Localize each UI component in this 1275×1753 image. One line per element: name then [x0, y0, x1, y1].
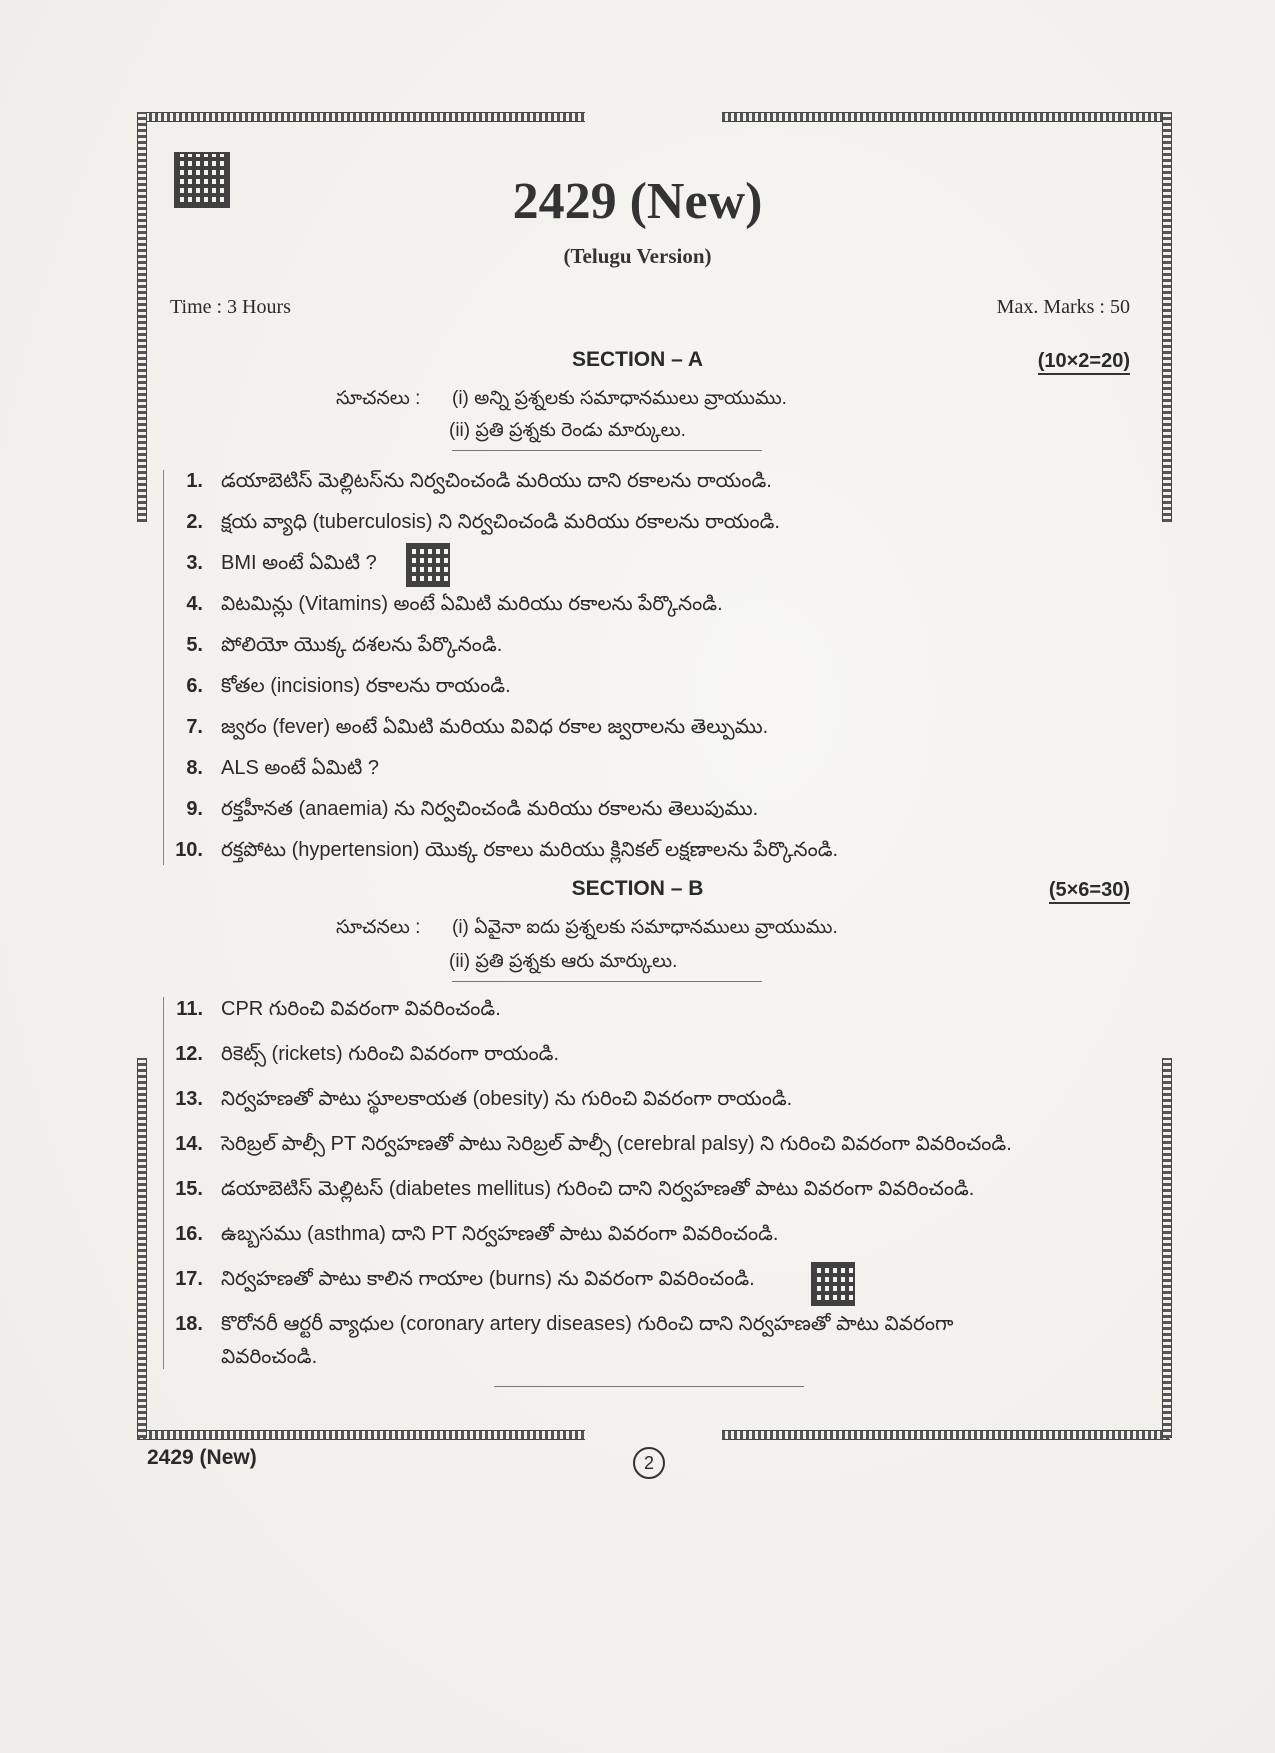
question-number: 4.	[186, 593, 203, 615]
qr-code-q17	[811, 1262, 855, 1306]
section-a-title: SECTION – A	[571, 348, 704, 371]
question-14	[165, 1133, 1012, 1160]
question-number: 15.	[175, 1178, 203, 1200]
question-text-continued: వివరించండి.	[221, 1346, 318, 1368]
question-11	[165, 998, 501, 1025]
section-b-instr-2: (ii) ప్రతి ప్రశ్నకు ఆరు మార్కులు.	[449, 951, 678, 972]
section-a-instr-label: సూచనలు :	[336, 388, 421, 409]
question-15	[165, 1178, 974, 1205]
question-text: డయాబెటిస్ మెల్లిటస్ (diabetes mellitus) గురించి దాని నిర్వహణతో పాటు వివరంగా వివరించండి.	[221, 1178, 975, 1200]
bottom-border-right	[722, 1430, 1170, 1440]
question-16	[165, 1223, 778, 1250]
question-18-continued	[165, 1346, 317, 1373]
max-marks-label: Max. Marks : 50	[996, 296, 1130, 318]
question-text: విటమిన్లు (Vitamins) అంటే ఏమిటి మరియు రకాలను పేర్కొనండి.	[221, 593, 723, 615]
section-a-margin-line	[163, 470, 164, 865]
end-divider	[494, 1386, 804, 1387]
question-12	[165, 1043, 559, 1070]
question-number: 6.	[186, 675, 203, 697]
question-4	[165, 593, 723, 620]
question-number: 18.	[175, 1313, 203, 1335]
footer-paper-code: 2429 (New)	[147, 1446, 257, 1469]
question-text: క్షయ వ్యాధి (tuberculosis) ని నిర్వచించండి మరియు రకాలను రాయండి.	[221, 511, 780, 533]
time-label: Time : 3 Hours	[170, 296, 291, 318]
question-text: సెరిబ్రల్ పాల్సీ PT నిర్వహణతో పాటు సెరిబ్రల్ పాల్సీ (cerebral palsy) ని గురించి వివరంగా వివరించండి.	[221, 1133, 1012, 1155]
question-18	[165, 1313, 953, 1340]
top-border-right	[722, 112, 1170, 122]
question-number-spacer	[165, 1346, 203, 1373]
question-number: 12.	[175, 1043, 203, 1065]
question-number: 1.	[186, 470, 203, 492]
question-number: 8.	[186, 757, 203, 779]
question-text: కొరోనరీ ఆర్టరీ వ్యాధుల (coronary artery diseases) గురించి దాని నిర్వహణతో పాటు వివరంగా	[221, 1313, 954, 1335]
top-border-left	[137, 112, 585, 122]
question-text: రక్తపోటు (hypertension) యొక్క రకాలు మరియు క్లినికల్ లక్షణాలను పేర్కొనండి.	[221, 839, 839, 861]
section-b-instr-label: సూచనలు :	[336, 917, 421, 938]
section-b-divider	[452, 981, 762, 982]
question-number: 7.	[186, 716, 203, 738]
section-b-title: SECTION – B	[571, 877, 704, 900]
question-number: 5.	[186, 634, 203, 656]
question-10	[165, 839, 838, 866]
question-number: 14.	[175, 1133, 203, 1155]
question-number: 2.	[186, 511, 203, 533]
question-text: ఉబ్బసము (asthma) దాని PT నిర్వహణతో పాటు వివరంగా వివరించండి.	[221, 1223, 779, 1245]
question-text: రికెట్స్ (rickets) గురించి వివరంగా రాయండి.	[221, 1043, 560, 1065]
question-8	[165, 757, 379, 784]
question-17	[165, 1268, 755, 1295]
question-number: 10.	[175, 839, 203, 861]
question-text: BMI అంటే ఏమిటి ?	[221, 552, 377, 574]
qr-code-q3	[406, 543, 450, 587]
question-7	[165, 716, 768, 743]
question-text: రక్తహీనత (anaemia) ను నిర్వచించండి మరియు రకాలను తెలుపుము.	[221, 798, 759, 820]
question-text: CPR గురించి వివరంగా వివరించండి.	[221, 998, 501, 1020]
question-number: 9.	[186, 798, 203, 820]
question-number: 16.	[175, 1223, 203, 1245]
page-number: 2	[633, 1447, 665, 1479]
section-a-instr-1: (i) అన్ని ప్రశ్నలకు సమాధానములు వ్రాయుము.	[452, 388, 787, 409]
section-a-divider	[452, 450, 762, 451]
paper-code-title: 2429 (New)	[512, 173, 763, 230]
question-number: 13.	[175, 1088, 203, 1110]
question-5	[165, 634, 502, 661]
question-text: డయాబెటిస్ మెల్లిటస్‌ను నిర్వచించండి మరియు దాని రకాలను రాయండి.	[221, 470, 772, 492]
question-number: 11.	[176, 998, 203, 1020]
question-text: జ్వరం (fever) అంటే ఏమిటి మరియు వివిధ రకాల జ్వరాలను తెల్పుము.	[221, 716, 769, 738]
question-text: నిర్వహణతో పాటు స్థూలకాయత (obesity) ను గురించి వివరంగా రాయండి.	[221, 1088, 793, 1110]
section-b-marks: (5×6=30)	[1049, 879, 1130, 904]
question-1	[165, 470, 772, 497]
question-6	[165, 675, 511, 702]
question-text: నిర్వహణతో పాటు కాలిన గాయాల (burns) ను వివరంగా వివరించండి.	[221, 1268, 755, 1290]
section-b-margin-line	[163, 997, 164, 1369]
question-13	[165, 1088, 792, 1115]
left-border-bottom	[137, 1058, 147, 1438]
section-b-instr-1: (i) ఏవైనా ఐదు ప్రశ్నలకు సమాధానములు వ్రాయుము.	[452, 917, 838, 938]
question-text: పోలియో యొక్క దశలను పేర్కొనండి.	[221, 634, 503, 656]
question-number: 3.	[186, 552, 203, 574]
section-a-marks: (10×2=20)	[1038, 350, 1130, 375]
question-text: ALS అంటే ఏమిటి ?	[221, 757, 379, 779]
section-a-instr-2: (ii) ప్రతి ప్రశ్నకు రెండు మార్కులు.	[449, 420, 686, 441]
question-2	[165, 511, 780, 538]
version-subtitle: (Telugu Version)	[563, 244, 712, 268]
question-9	[165, 798, 758, 825]
right-border-bottom	[1162, 1058, 1172, 1438]
question-3	[165, 552, 377, 579]
question-text: కోతల (incisions) రకాలను రాయండి.	[221, 675, 511, 697]
question-number: 17.	[175, 1268, 203, 1290]
bottom-border-left	[137, 1430, 585, 1440]
